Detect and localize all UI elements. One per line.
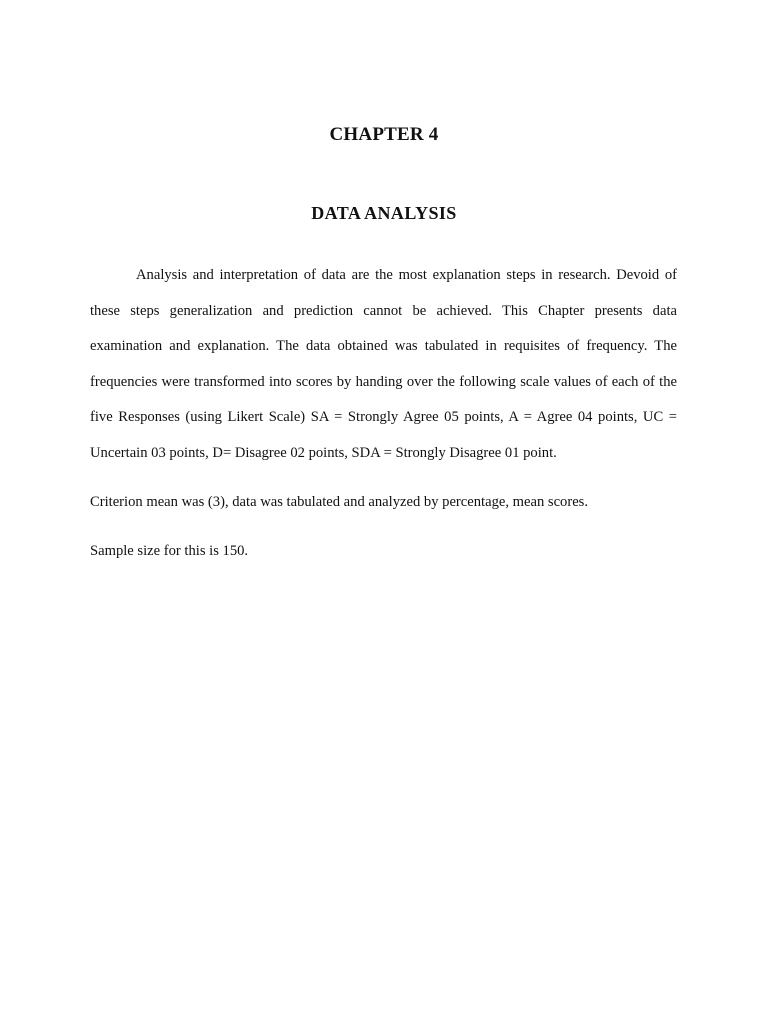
chapter-title-heading: DATA ANALYSIS	[311, 203, 457, 223]
criterion-mean-paragraph: Criterion mean was (3), data was tabulated and analyzed by percentage, mean scores.	[90, 494, 589, 510]
intro-paragraph: Analysis and interpretation of data are the most explanation steps in research. Devoid of these steps generalization and prediction cannot be achieved. This Chapter presents data examination and explanation. The data obtained was tabulated in requisites of frequency. The frequencies were transformed into scores by handing over the following scale values of each of the five Responses (using Likert Scale) SA = Strongly Agree 05 points, A = Agree 04 points, UC = Uncertain 03 points, D= Disagree 02 points, SDA = Strongly Disagree 01 point.	[90, 267, 677, 461]
chapter-number-heading: CHAPTER 4	[329, 124, 439, 145]
sample-size-paragraph: Sample size for this is 150.	[90, 543, 249, 559]
